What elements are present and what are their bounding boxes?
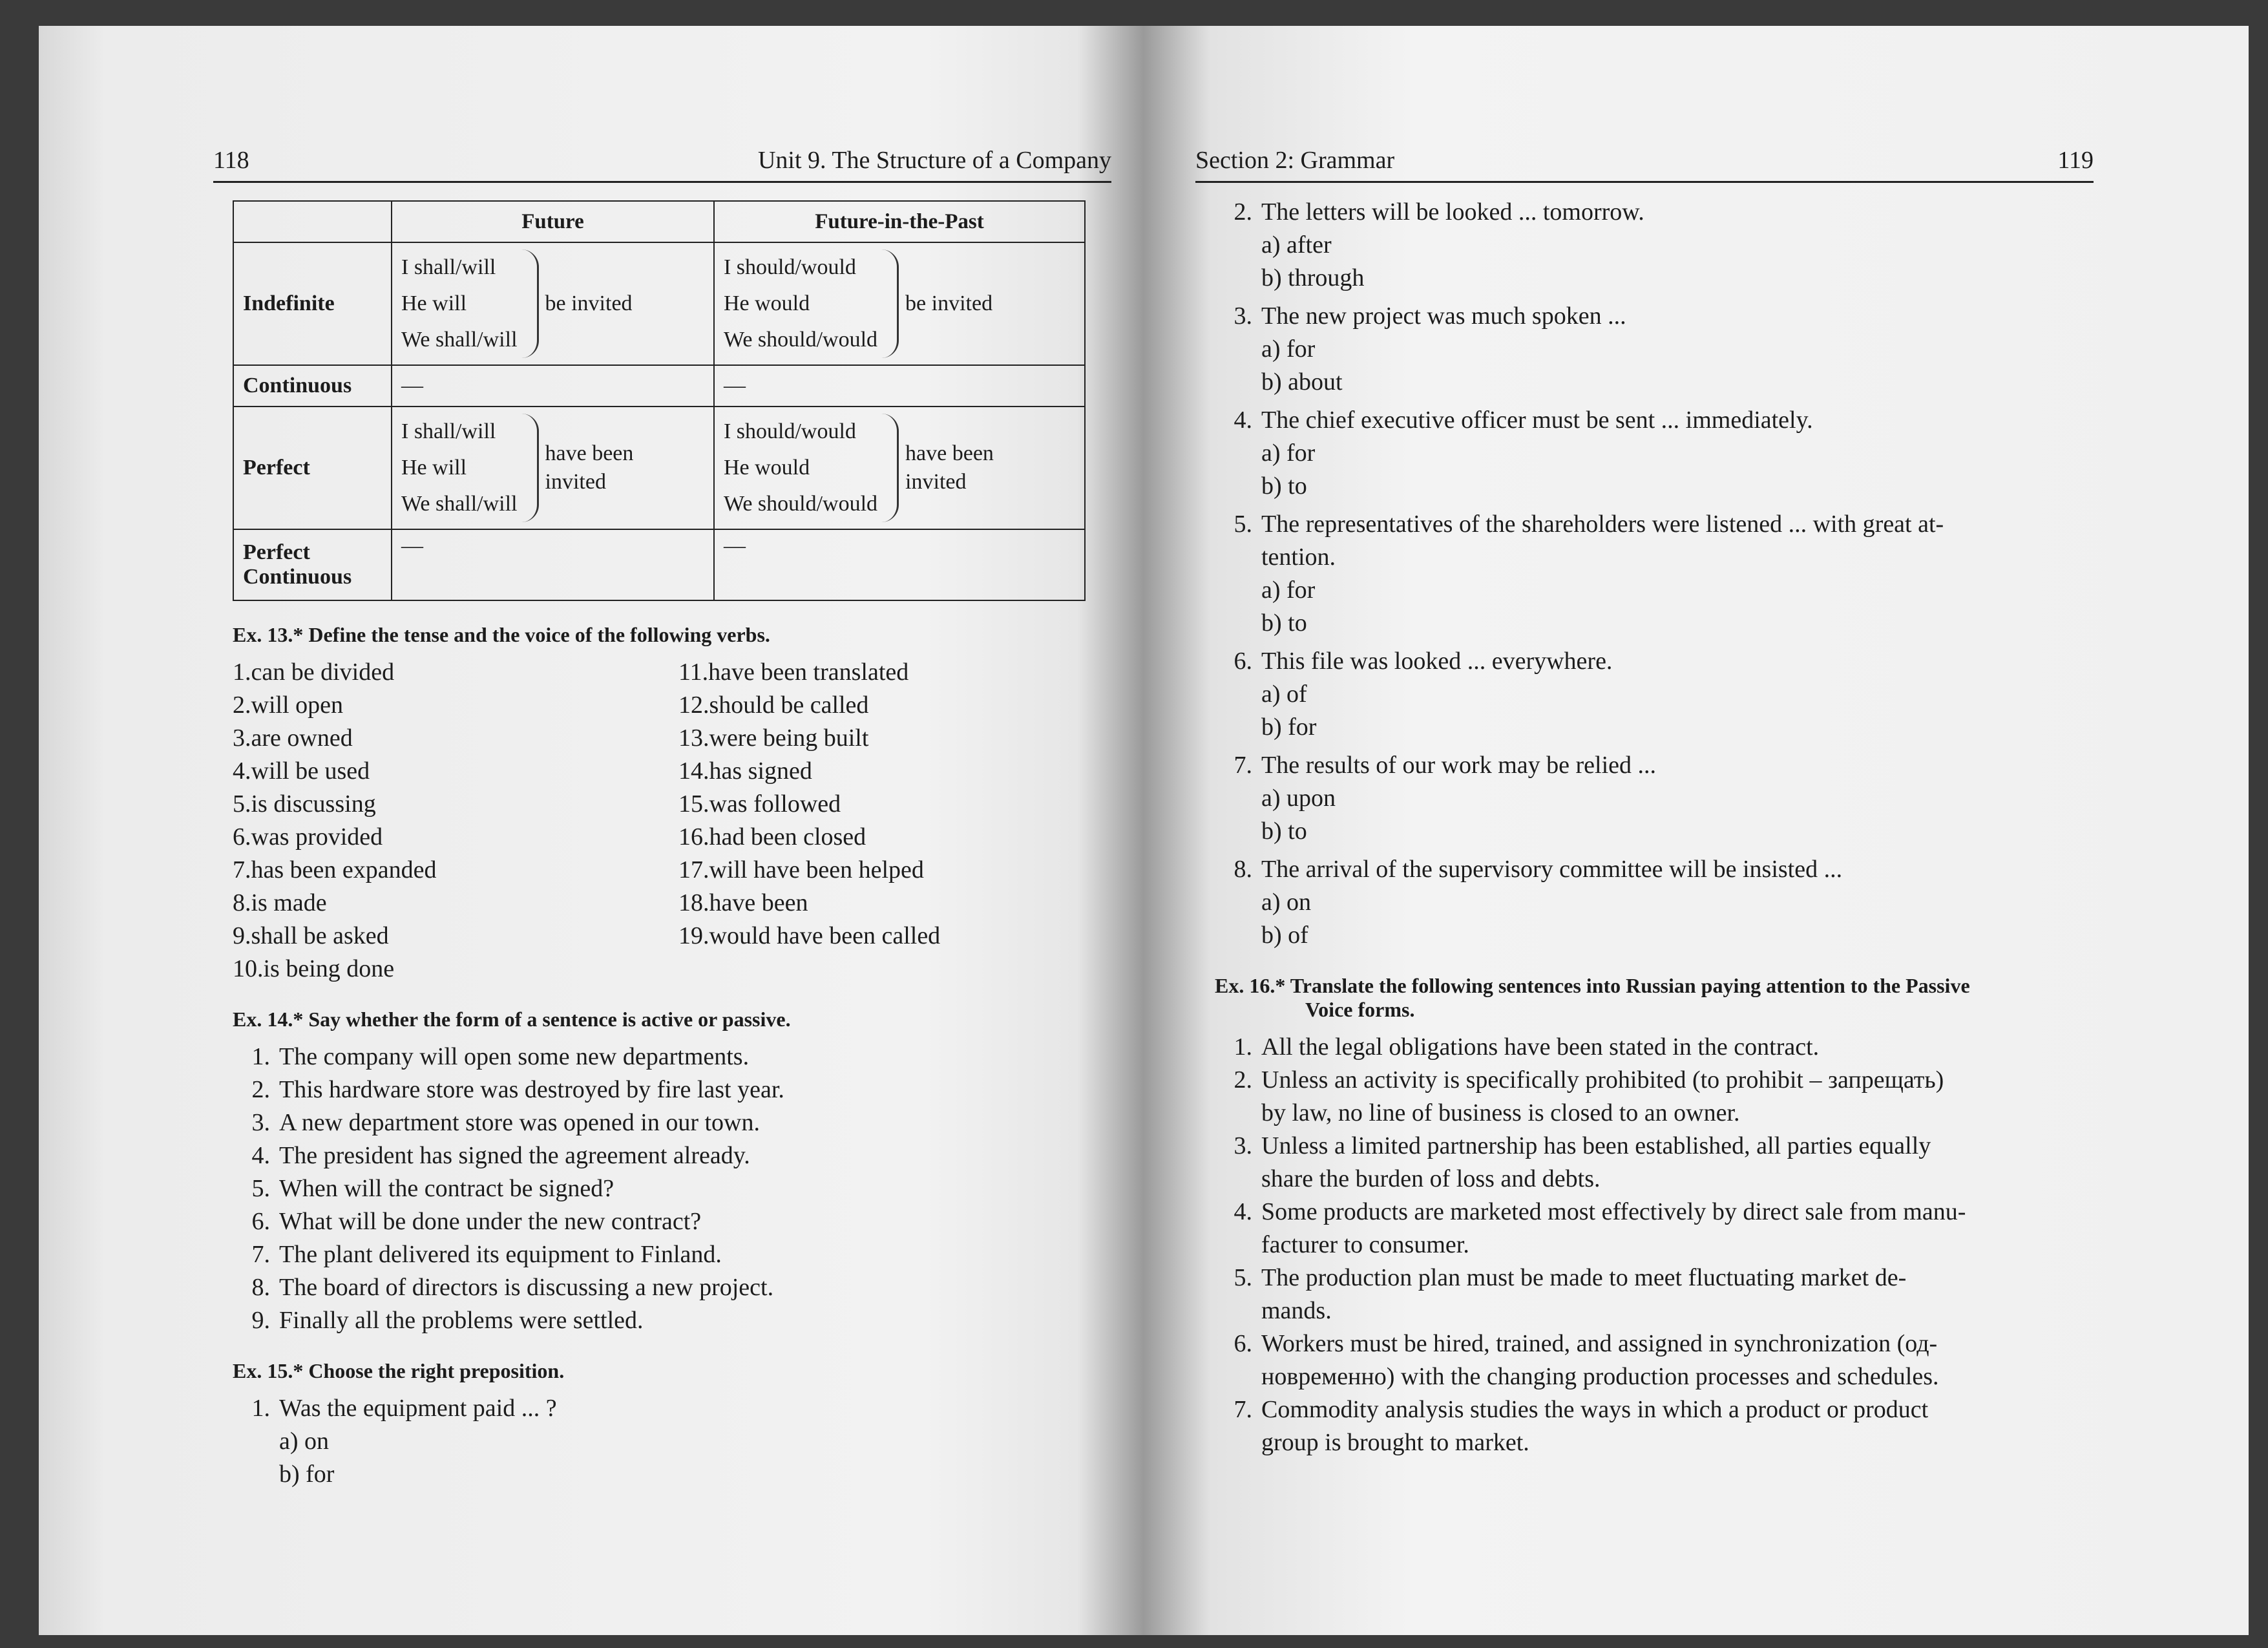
ex15-list [233,1392,1111,1491]
right-page [1195,26,2094,1635]
ex13-title: Ex. 13.* Define the tense and the voice of the following verbs. [233,623,770,646]
list-item [1215,1262,2094,1327]
item-text: is made [251,889,327,916]
item-text: has been expanded [251,856,437,883]
item-text: is discussing [251,790,376,818]
item-row [233,1304,1111,1337]
item-number: 3. [251,1109,270,1136]
item-text: was provided [251,823,383,850]
item-row [233,689,678,722]
item-text: has signed [709,757,812,785]
item-text: will be used [251,757,370,785]
item-row [1215,645,2094,678]
option-a: a) for [1261,439,1316,467]
item-number: 4. [1234,1198,1252,1225]
item-number: 2. [233,692,251,719]
book-spread [39,26,2249,1635]
item-text: Workers must be hired, trained, and assigned in synchronization (од- [1261,1330,1938,1357]
item-number: 16. [678,823,709,850]
table-header-future: Future [392,201,714,242]
list-item [1215,853,2094,952]
list-item [233,1304,1111,1337]
item-text: were being built [709,724,869,752]
list-item [678,755,940,788]
list-item [233,953,678,986]
item-text: will have been helped [709,856,924,883]
item-number: 7. [251,1241,270,1268]
form: We should/would [723,492,878,516]
list-item [233,1139,1111,1172]
item-text: Unless an activity is specifically prohibited (to prohibit – запрещать) [1261,1066,1944,1093]
list-item [233,887,678,920]
item-number: 1. [1234,1033,1252,1061]
list-item [1215,749,2094,848]
item-number: 6. [251,1208,270,1235]
item-text: had been closed [709,823,866,850]
item-row [233,1041,1111,1073]
item-text: The chief executive officer must be sent ... immediately. [1261,407,1813,434]
item-text: This hardware store was destroyed by fire last year. [279,1076,784,1103]
item-row [1215,853,2094,886]
tense-table [233,200,1086,601]
item-text-continued: facturer to consumer. [1261,1231,1469,1258]
form: I shall/will [401,255,496,279]
item-number: 4. [233,757,251,785]
list-item [233,656,678,689]
left-page [213,26,1111,1635]
option-a: a) on [1261,889,1312,916]
ex13-column-2 [678,656,940,986]
ex16-list [1215,1031,2094,1459]
ex15-continued-list [1215,196,2094,952]
running-title: Section 2: Grammar [1195,147,1395,174]
row-label-perfect: Perfect [233,407,392,529]
option-b: b) to [1261,609,1307,637]
item-number: 18. [678,889,709,916]
item-number: 5. [1234,1264,1252,1291]
item-row [678,656,940,689]
item-text: The arrival of the supervisory committee will be insisted ... [1261,856,1843,883]
item-row [233,722,678,755]
item-text: The results of our work may be relied ... [1261,752,1656,779]
item-row [233,1205,1111,1238]
item-number: 2. [1234,198,1252,226]
form: We shall/will [401,492,518,516]
item-row [678,689,940,722]
item-number: 7. [1234,1396,1252,1423]
item-row [1215,508,2094,541]
option-b: b) to [1261,818,1307,845]
item-row [678,722,940,755]
item-number: 14. [678,757,709,785]
list-item [1215,1327,2094,1393]
option-a: a) on [279,1428,330,1455]
item-text: What will be done under the new contract? [279,1208,702,1235]
ex13-list [233,656,1111,986]
item-text: Commodity analysis studies the ways in which a product or product [1261,1396,1929,1423]
list-item [1215,1393,2094,1459]
form: He will [401,456,467,480]
item-row [1215,1393,2094,1426]
running-head [213,136,1111,183]
list-item [1215,508,2094,640]
item-text: was followed [709,790,841,818]
item-text: Unless a limited partnership has been established, all parties equally [1261,1132,1931,1159]
item-row [233,821,678,854]
brace [881,414,899,522]
item-number: 8. [251,1274,270,1301]
verb-form: be invited [545,291,633,315]
cell-indefinite-future [392,242,714,365]
option-a: a) of [1261,681,1307,708]
list-item [1215,196,2094,295]
verb-form: be invited [905,291,993,315]
item-number: 5. [233,790,251,818]
item-row [233,1106,1111,1139]
row-label-indefinite: Indefinite [233,242,392,365]
item-number: 3. [1234,302,1252,330]
item-number: 7. [1234,752,1252,779]
list-item [1215,404,2094,503]
item-row [1215,1031,2094,1064]
verb-form: invited [545,470,606,494]
item-number: 6. [1234,648,1252,675]
item-number: 4. [251,1142,270,1169]
item-row [678,821,940,854]
item-text: When will the contract be signed? [279,1175,614,1202]
row-label-perfect-continuous [233,529,392,600]
option-a: a) for [1261,576,1316,604]
list-item [233,1172,1111,1205]
item-number: 10. [233,955,264,982]
item-text: would have been called [709,922,941,949]
item-row [1215,1064,2094,1097]
item-text: The production plan must be made to meet fluctuating market de- [1261,1264,1907,1291]
table-header-empty [233,201,392,242]
option-a: a) after [1261,231,1332,259]
list-item [1215,1064,2094,1130]
item-text: This file was looked ... everywhere. [1261,648,1613,675]
item-text: The representatives of the shareholders were listened ... with great at- [1261,511,1944,538]
list-item [233,755,678,788]
item-row [678,920,940,953]
item-text: The letters will be looked ... tomorrow. [1261,198,1644,226]
form: We should/would [723,328,878,352]
item-number: 1. [233,659,251,686]
option-b: b) for [1261,713,1317,741]
label-line: Continuous [243,565,352,589]
list-item [233,788,678,821]
item-row [1215,1196,2094,1229]
form: He would [723,291,810,315]
option-b: b) to [1261,472,1307,500]
item-row [233,854,678,887]
list-item [678,788,940,821]
item-text: Some products are marketed most effectively by direct sale from manu- [1261,1198,1966,1225]
list-item [678,722,940,755]
list-item [233,821,678,854]
item-row [233,788,678,821]
cell-perfect-continuous-past: — [714,529,1085,600]
item-row [233,755,678,788]
list-item [1215,300,2094,399]
list-item [678,887,940,920]
item-number: 15. [678,790,709,818]
item-number: 6. [233,823,251,850]
label-line: Perfect [243,540,310,564]
item-number: 1. [251,1395,270,1422]
item-row [678,854,940,887]
item-text: The company will open some new departments. [279,1043,750,1070]
item-number: 1. [251,1043,270,1070]
item-row [233,1172,1111,1205]
list-item [233,1271,1111,1304]
ex14-list [233,1041,1111,1337]
item-number: 13. [678,724,709,752]
list-item [1215,645,2094,744]
title-line: Voice forms. [1305,998,1415,1021]
option-a: a) for [1261,335,1316,363]
item-row [1215,1327,2094,1360]
item-text: All the legal obligations have been stated in the contract. [1261,1033,1820,1061]
cell-continuous-past: — [714,365,1085,407]
cell-perfect-future [392,407,714,529]
item-text-continued: share the burden of loss and debts. [1261,1165,1601,1192]
list-item [1215,1130,2094,1196]
item-row [233,920,678,953]
list-item [233,920,678,953]
item-text: are owned [251,724,353,752]
ex16-title [1215,974,2094,1022]
list-item [233,1041,1111,1073]
item-text: The president has signed the agreement already. [279,1142,750,1169]
item-text: can be divided [251,659,395,686]
option-b: b) through [1261,264,1365,291]
option-a: a) upon [1261,785,1336,812]
item-number: 2. [1234,1066,1252,1093]
item-row [1215,404,2094,437]
item-text-continued: mands. [1261,1297,1332,1324]
ex14-title: Ex. 14.* Say whether the form of a sentence is active or passive. [233,1008,791,1031]
item-row [233,1139,1111,1172]
brace [521,249,539,358]
list-item [678,656,940,689]
list-item [233,689,678,722]
item-row [233,1238,1111,1271]
list-item [678,920,940,953]
list-item [233,1073,1111,1106]
page-number: 119 [2057,147,2094,174]
item-number: 6. [1234,1330,1252,1357]
list-item [678,821,940,854]
item-number: 3. [233,724,251,752]
item-text: The new project was much spoken ... [1261,302,1626,330]
form: We shall/will [401,328,518,352]
item-text: have been translated [708,659,909,686]
item-row [1215,1262,2094,1294]
item-number: 19. [678,922,709,949]
item-row [1215,749,2094,782]
item-number: 9. [251,1307,270,1334]
form: I should/would [723,419,856,443]
verb-form: have been [545,441,634,465]
table-header-future-in-past: Future-in-the-Past [714,201,1085,242]
list-item [233,1205,1111,1238]
item-row [1215,1130,2094,1163]
option-b: b) about [1261,368,1343,396]
list-item [678,689,940,722]
cell-continuous-future: — [392,365,714,407]
item-text-continued: group is brought to market. [1261,1429,1529,1456]
list-item [678,854,940,887]
item-text: will open [251,692,343,719]
item-row [678,788,940,821]
row-label-continuous: Continuous [233,365,392,407]
item-text: The plant delivered its equipment to Finland. [279,1241,722,1268]
item-text: is being done [263,955,395,982]
item-row [678,755,940,788]
list-item [233,1238,1111,1271]
list-item [1215,1031,2094,1064]
item-row [1215,196,2094,229]
option-b: b) of [1261,922,1308,949]
item-number: 12. [678,692,709,719]
running-title: Unit 9. The Structure of a Company [757,147,1111,174]
form: He will [401,291,467,315]
item-row [233,1073,1111,1106]
item-text: shall be asked [251,922,389,949]
item-text-continued: by law, no line of business is closed to an owner. [1261,1099,1740,1126]
page-number: 118 [213,147,249,174]
item-number: 9. [233,922,251,949]
item-row [233,1271,1111,1304]
item-row [678,887,940,920]
item-number: 8. [1234,856,1252,883]
item-row [233,953,678,986]
item-number: 7. [233,856,251,883]
brace [881,249,899,358]
form: I should/would [723,255,856,279]
cell-perfect-continuous-future: — [392,529,714,600]
item-row [233,656,678,689]
cell-indefinite-past [714,242,1085,365]
item-number: 5. [1234,511,1252,538]
verb-form: have been [905,441,994,465]
item-number: 2. [251,1076,270,1103]
item-text: have been [709,889,808,916]
item-number: 8. [233,889,251,916]
item-text-continued: новременно) with the changing production processes and schedules. [1261,1363,1939,1390]
list-item [233,1106,1111,1139]
item-row [1215,300,2094,333]
item-number: 17. [678,856,709,883]
form: He would [723,456,810,480]
brace [521,414,539,522]
running-head [1195,136,2094,183]
title-line: Ex. 16.* Translate the following sentences into Russian paying attention to the Passive [1215,974,1970,997]
item-text-continued: tention. [1261,544,1336,571]
item-number: 4. [1234,407,1252,434]
list-item [233,854,678,887]
list-item [233,1392,1111,1425]
item-text: A new department store was opened in our town. [279,1109,760,1136]
form: I shall/will [401,419,496,443]
list-item [233,722,678,755]
cell-perfect-past [714,407,1085,529]
option-b: b) for [279,1461,335,1488]
item-text: Finally all the problems were settled. [279,1307,644,1334]
ex13-column-1 [233,656,678,986]
item-number: 11. [678,659,709,686]
ex15-title: Ex. 15.* Choose the right preposition. [233,1359,565,1382]
item-text: Was the equipment paid ... ? [279,1395,557,1422]
verb-form: invited [905,470,967,494]
item-number: 3. [1234,1132,1252,1159]
item-text: The board of directors is discussing a new project. [279,1274,774,1301]
item-row [233,887,678,920]
item-number: 5. [251,1175,270,1202]
list-item [1215,1196,2094,1262]
item-text: should be called [709,692,869,719]
